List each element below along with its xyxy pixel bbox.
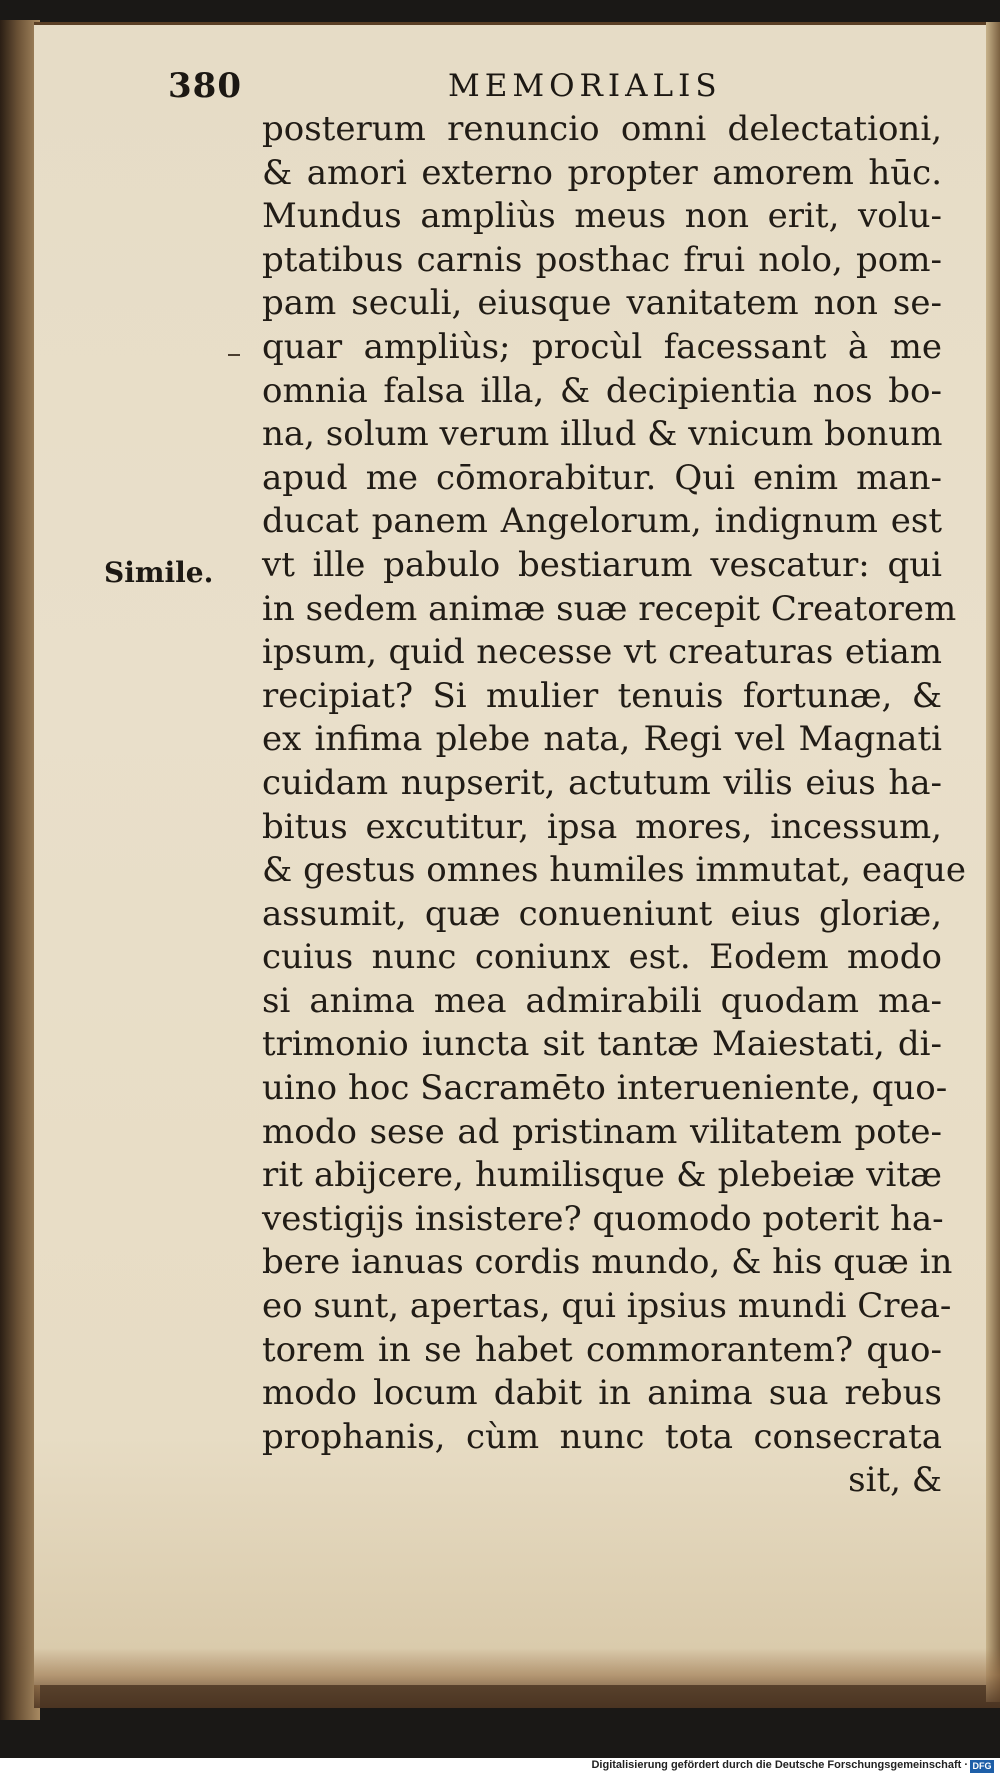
text-line: apud me cōmorabitur. Qui enim man- <box>262 457 942 498</box>
text-line: pam seculi, eiusque vanitatem non se- <box>262 283 942 324</box>
text-line: vt ille pabulo bestiarum vescatur: qui <box>262 544 942 585</box>
margin-tick-mark <box>228 354 240 356</box>
text-line: eo sunt, apertas, qui ipsius mundi Crea- <box>262 1286 952 1327</box>
text-line: Mundus ampliùs meus non erit, volu- <box>262 196 942 237</box>
text-line: prophanis, cùm nunc tota consecrata <box>262 1416 942 1457</box>
text-line: trimonio iuncta sit tantæ Maiestati, di- <box>262 1024 942 1065</box>
text-line: posterum renuncio omni delectationi, <box>262 109 942 149</box>
text-line: torem in se habet commorantem? quo- <box>262 1329 942 1370</box>
text-line: rit abijcere, humilisque & plebeiæ vitæ <box>262 1155 942 1196</box>
text-line: modo locum dabit in anima sua rebus <box>262 1373 942 1414</box>
text-line: sit, & <box>848 1460 942 1501</box>
text-line: cuidam nupserit, actutum vilis eius ha- <box>262 762 942 803</box>
text-line: ipsum, quid necesse vt creaturas etiam <box>262 632 942 673</box>
page-right-edge <box>986 22 1000 1702</box>
text-line: modo sese ad pristinam vilitatem pote- <box>262 1111 942 1152</box>
text-line: ex infima plebe nata, Regi vel Magnati <box>262 719 942 760</box>
text-line: uino hoc Sacramēto interueniente, quo- <box>262 1068 948 1109</box>
text-line: si anima mea admirabili quodam ma- <box>262 980 942 1021</box>
text-line: & gestus omnes humiles immutat, eaque <box>262 850 967 891</box>
text-line: ducat panem Angelorum, indignum est <box>262 501 942 542</box>
running-title: MEMORIALIS <box>448 68 722 104</box>
margin-note: Simile. <box>104 556 214 589</box>
digitization-credit: Digitalisierung gefördert durch die Deutsche Forschungsgemeinschaft · <box>591 1759 968 1771</box>
text-line: ptatibus carnis posthac frui nolo, pom- <box>262 239 942 280</box>
text-line: & amori externo propter amorem hūc. <box>262 152 942 193</box>
body-text <box>262 108 967 1503</box>
text-line: assumit, quæ conueniunt eius gloriæ, <box>262 893 942 934</box>
text-line: vestigijs insistere? quomodo poterit ha- <box>262 1198 944 1239</box>
text-line: bitus excutitur, ipsa mores, incessum, <box>262 806 942 847</box>
text-line: cuius nunc coniunx est. Eodem modo <box>262 937 942 978</box>
text-line: omnia falsa illa, & decipientia nos bo- <box>262 370 942 411</box>
text-line: recipiat? Si mulier tenuis fortunæ, & <box>262 675 942 716</box>
dfg-logo-icon: DFG <box>970 1760 994 1773</box>
text-line: bere ianuas cordis mundo, & his quæ in <box>262 1242 953 1283</box>
page-bottom-edge <box>34 1648 1000 1708</box>
text-line: in sedem animæ suæ recepit Creatorem <box>262 588 957 629</box>
page-number: 380 <box>168 66 242 106</box>
text-line: quar ampliùs; procùl facessant à me <box>262 326 942 367</box>
text-line: na, solum verum illud & vnicum bonum <box>262 414 943 455</box>
